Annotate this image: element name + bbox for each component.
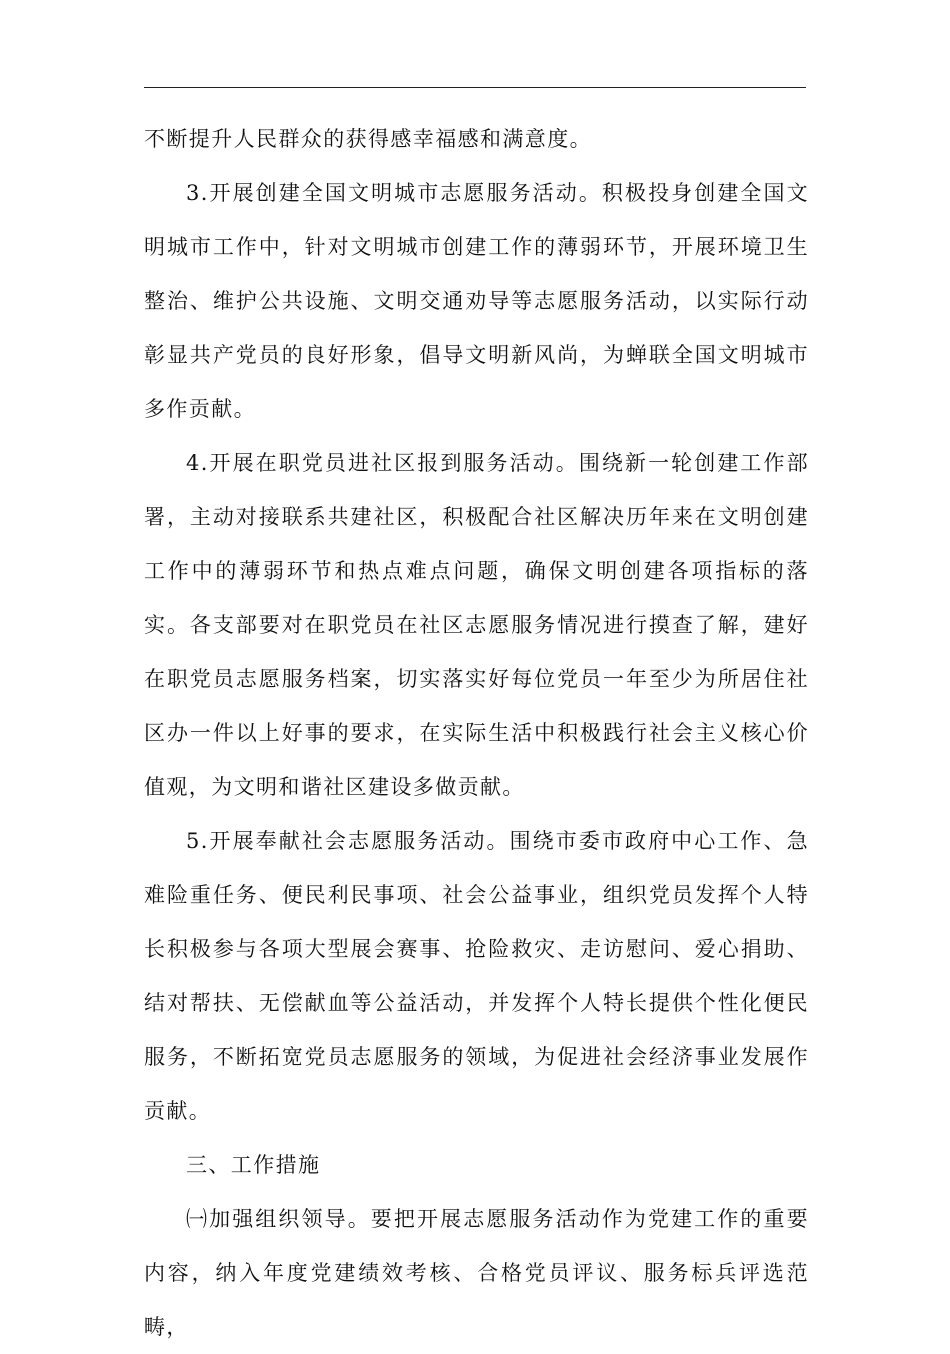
paragraph-item-3: 3.开展创建全国文明城市志愿服务活动。积极投身创建全国文明城市工作中，针对文明城市创建工作的薄弱环节，开展环境卫生整治、维护公共设施、文明交通劝导等志愿服务活动，以实际行动彰显共产党员的良好形象，倡导文明新风尚，为蝉联全国文明城市多作贡献。 bbox=[144, 181, 809, 421]
header-rule bbox=[144, 87, 806, 88]
section-heading-work-measures: 三、工作措施 bbox=[186, 1153, 321, 1177]
paragraph-continuation: 不断提升人民群众的获得感幸福感和满意度。 bbox=[144, 127, 592, 151]
paragraph-item-5: 5.开展奉献社会志愿服务活动。围绕市委市政府中心工作、急难险重任务、便民利民事项、社会公益事业，组织党员发挥个人特长积极参与各项大型展会赛事、抢险救灾、走访慰问、爱心捐助、结对帮扶、无偿献血等公益活动，并发挥个人特长提供个性化便民服务，不断拓宽党员志愿服务的领域，为促进社会经济事业发展作贡献。 bbox=[144, 829, 809, 1123]
document-body bbox=[144, 112, 809, 1354]
paragraph-item-4: 4.开展在职党员进社区报到服务活动。围绕新一轮创建工作部署，主动对接联系共建社区，积极配合社区解决历年来在文明创建工作中的薄弱环节和热点难点问题，确保文明创建各项指标的落实。各支部要对在职党员在社区志愿服务情况进行摸查了解，建好在职党员志愿服务档案，切实落实好每位党员一年至少为所居住社区办一件以上好事的要求，在实际生活中积极践行社会主义核心价值观，为文明和谐社区建设多做贡献。 bbox=[144, 451, 809, 799]
paragraph-measure-1: ㈠加强组织领导。要把开展志愿服务活动作为党建工作的重要内容，纳入年度党建绩效考核、合格党员评议、服务标兵评选范畴， bbox=[144, 1207, 809, 1339]
